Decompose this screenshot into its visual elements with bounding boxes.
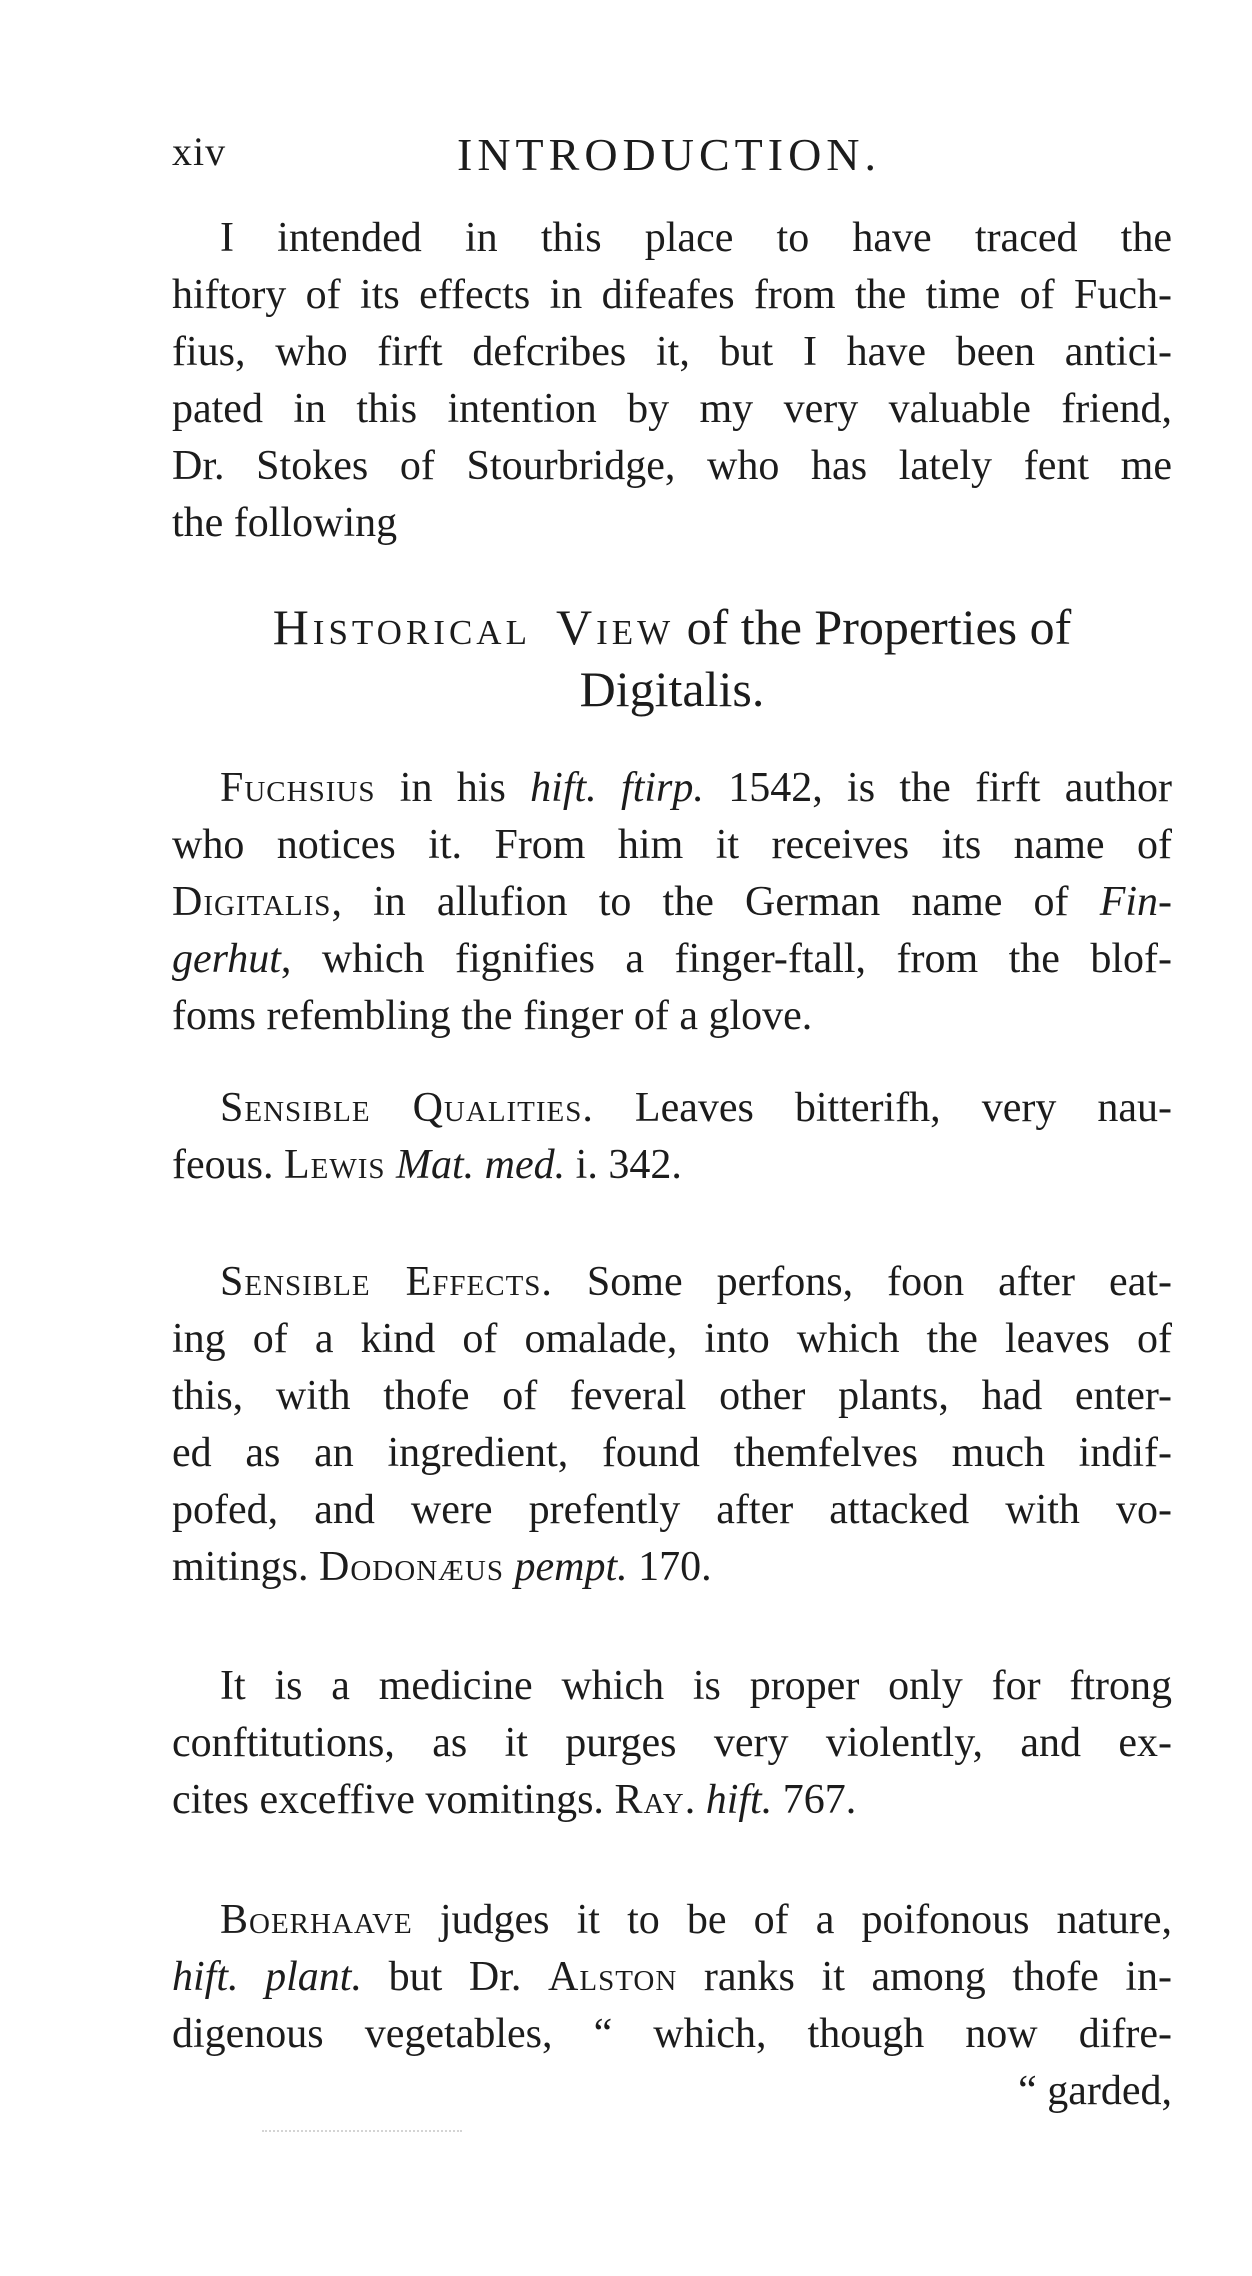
fuchsius-paragraph bbox=[172, 760, 1172, 1045]
text-run bbox=[386, 1142, 397, 1188]
text-line: the following bbox=[172, 500, 398, 546]
page-header bbox=[172, 128, 1172, 188]
author-name: Fuchsius bbox=[220, 765, 376, 811]
text-line: foms refembling the finger of a glove. bbox=[172, 993, 813, 1039]
citation: hift. ftirp. bbox=[530, 765, 704, 811]
text-line: I intended in this place to have traced the bbox=[220, 215, 1172, 261]
text-line bbox=[172, 1539, 1172, 1596]
author-name: Dodonæus bbox=[319, 1544, 504, 1590]
text-line bbox=[172, 931, 1172, 988]
citation: hift. plant. bbox=[172, 1954, 362, 2000]
title-rest: of the Properties of bbox=[686, 599, 1072, 655]
text-line: who notices it. From him it receives its name of bbox=[172, 822, 1172, 868]
section-label: Sensible Effects. bbox=[220, 1259, 553, 1305]
text-run: Leaves bitterifh, very nau- bbox=[593, 1085, 1172, 1131]
print-speckles bbox=[262, 2130, 462, 2136]
text-line: fius, who firft defcribes it, but I have been antici- bbox=[172, 329, 1172, 375]
text-run: . bbox=[684, 1777, 706, 1823]
text-line: pated in this intention by my very valuable friend, bbox=[172, 386, 1172, 432]
catchword: “ garded, bbox=[1018, 2068, 1172, 2114]
section-title bbox=[172, 596, 1172, 720]
effects-paragraph bbox=[172, 1254, 1172, 1596]
text-line bbox=[172, 874, 1172, 931]
text-line bbox=[172, 760, 1172, 817]
text-run: 170. bbox=[627, 1544, 712, 1590]
text-run: i. 342. bbox=[565, 1142, 682, 1188]
text-run: cites exceffive vomitings. bbox=[172, 1777, 615, 1823]
citation: pempt. bbox=[514, 1544, 628, 1590]
german-name: gerhut bbox=[172, 936, 281, 982]
text-run: , in allufion to the German name of bbox=[331, 879, 1100, 925]
title-view: View bbox=[555, 599, 675, 655]
text-line bbox=[172, 1137, 1172, 1194]
page-number: xiv bbox=[172, 129, 227, 174]
intro-paragraph bbox=[172, 210, 1172, 552]
text-line: ing of a kind of omalade, into which the leaves of bbox=[172, 1316, 1172, 1362]
text-run: Some perfons, foon after eat- bbox=[552, 1259, 1172, 1305]
text-run: feous. bbox=[172, 1142, 284, 1188]
author-name: Boerhaave bbox=[220, 1897, 413, 1943]
text-line: Dr. Stokes of Stourbridge, who has lately fent me bbox=[172, 443, 1172, 489]
section-label: Sensible Qualities. bbox=[220, 1085, 594, 1131]
text-line: ed as an ingredient, found themfelves much indif- bbox=[172, 1430, 1172, 1476]
author-name: Alston bbox=[548, 1954, 678, 2000]
boerhaave-paragraph bbox=[172, 1892, 1172, 2120]
text-line bbox=[172, 1254, 1172, 1311]
text-line: conftitutions, as it purges very violently, and ex- bbox=[172, 1720, 1172, 1766]
text-line: this, with thofe of feveral other plants, had enter- bbox=[172, 1373, 1172, 1419]
author-name: Ray bbox=[614, 1777, 685, 1823]
text-run: but Dr. bbox=[361, 1954, 549, 2000]
text-run: ranks it among thofe in- bbox=[677, 1954, 1173, 2000]
text-line: hiftory of its effects in difeafes from the time of Fuch- bbox=[172, 272, 1172, 318]
qualities-paragraph bbox=[172, 1080, 1172, 1194]
text-line bbox=[172, 1772, 1172, 1829]
plant-name: Digitalis bbox=[172, 879, 332, 925]
text-run: , which fignifies a finger-ftall, from the blof- bbox=[280, 936, 1172, 982]
title-line-2: Digitalis. bbox=[579, 661, 765, 717]
text-line: digenous vegetables, “ which, though now difre- bbox=[172, 2011, 1172, 2057]
german-name: Fin- bbox=[1099, 879, 1172, 925]
ray-paragraph bbox=[172, 1658, 1172, 1829]
text-line bbox=[172, 1949, 1172, 2006]
title-historical: Historical bbox=[272, 599, 531, 655]
text-line bbox=[172, 1892, 1172, 1949]
running-head: INTRODUCTION. bbox=[457, 129, 882, 180]
text-run: mitings. bbox=[172, 1544, 320, 1590]
text-run: 1542, is the firft author bbox=[703, 765, 1173, 811]
text-run: in his bbox=[375, 765, 531, 811]
author-name: Lewis bbox=[283, 1142, 386, 1188]
text-run: 767. bbox=[772, 1777, 857, 1823]
text-line: It is a medicine which is proper only for ftrong bbox=[220, 1663, 1172, 1709]
citation: hift. bbox=[705, 1777, 773, 1823]
citation: Mat. med. bbox=[396, 1142, 566, 1188]
text-line: pofed, and were prefently after attacked with vo- bbox=[172, 1487, 1172, 1533]
text-run: judges it to be of a poifonous nature, bbox=[412, 1897, 1172, 1943]
text-run bbox=[504, 1544, 515, 1590]
text-line bbox=[172, 1080, 1172, 1137]
